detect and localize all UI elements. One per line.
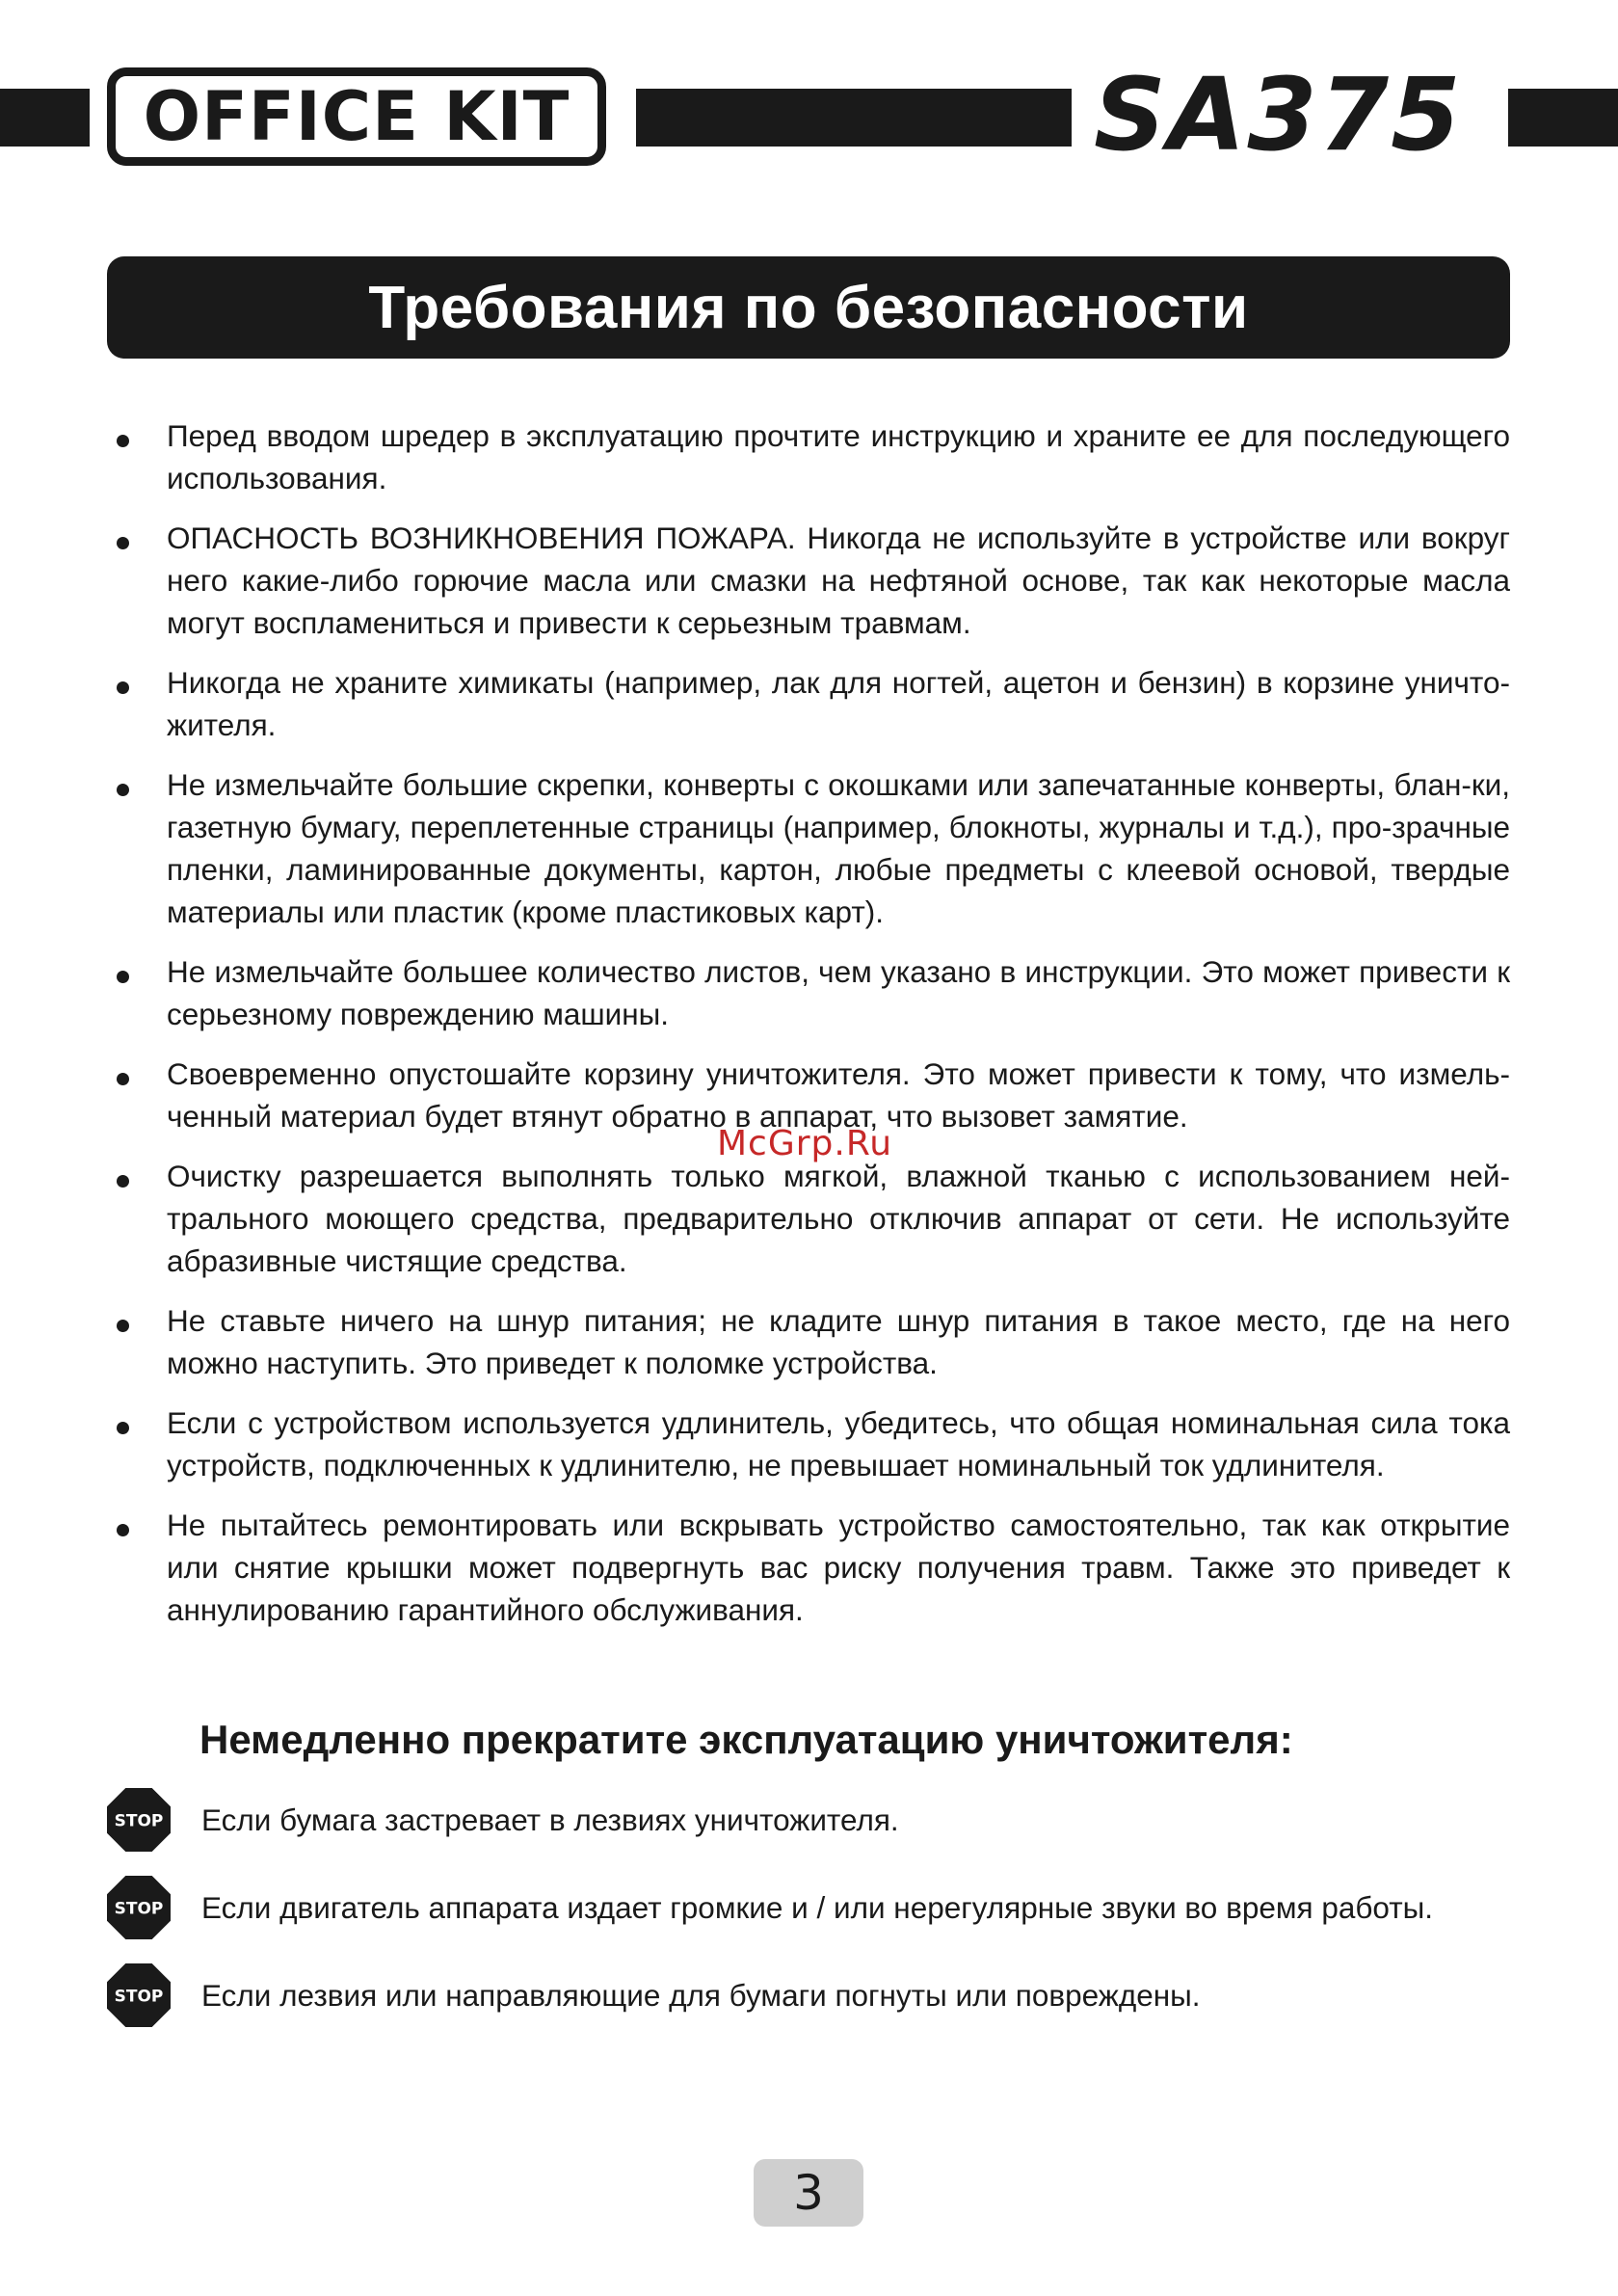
stop-sign-icon [107,1788,171,1852]
bullet-icon [117,1524,129,1536]
list-item-text: Своевременно опустошайте корзину уничтожителя. Это может привести к тому, что измель-ченный материал будет втянут обратно в аппарат, что вызовет замятие. [167,1056,1510,1134]
bullet-icon [117,1320,129,1332]
list-item [107,763,1510,933]
bullet-icon [117,1175,129,1188]
list-item [107,414,1510,499]
page-title: Требования по безопасности [368,274,1249,341]
stop-item [107,1963,1201,2027]
stop-sign-icon [107,1876,171,1939]
bullet-icon [117,971,129,983]
stop-item-text: Если двигатель аппарата издает громкие и / или нерегулярные звуки во время работы. [201,1889,1434,1925]
safety-list [107,414,1510,1648]
model-name: SA375 [1094,56,1463,174]
list-item [107,1504,1510,1631]
list-item-text: Очистку разрешается выполнять только мягкой, влажной тканью с использованием ней-трального моющего средства, предварительно отключив аппарат от сети. Не используйте абразивные чистящие средства. [167,1159,1510,1278]
bullet-icon [117,681,129,694]
list-item-text: Перед вводом шредер в эксплуатацию прочтите инструкцию и храните ее для последующего использования. [167,418,1510,495]
list-item [107,1402,1510,1486]
stop-item-text: Если лезвия или направляющие для бумаги погнуты или повреждены. [201,1977,1201,2013]
bullet-icon [117,784,129,796]
header-bar-left [0,89,90,147]
list-item-text: ОПАСНОСТЬ ВОЗНИКНОВЕНИЯ ПОЖАРА. Никогда не используйте в устройстве или вокруг него какие-либо горючие масла или смазки на нефтяной основе, так как некоторые масла могут воспламениться и привести к серьезным травмам. [167,521,1510,640]
header-bar-right [1508,89,1618,147]
stop-item-text: Если бумага застревает в лезвиях уничтожителя. [201,1802,899,1837]
list-item [107,1299,1510,1384]
svg-text:STOP: STOP [114,1811,164,1831]
page-number: 3 [754,2159,863,2227]
list-item [107,661,1510,746]
bullet-icon [117,435,129,447]
list-item-text: Не измельчайте большие скрепки, конверты с окошками или запечатанные конверты, блан-ки, газетную бумагу, переплетенные страницы (например, блокноты, журналы и т.д.), про-зрачные пленки, ламинированные документы, картон, любые предметы с клеевой основой, твердые материалы или пластик (кроме пластиковых карт). [167,767,1510,929]
svg-text:STOP: STOP [114,1987,164,2007]
list-item-text: Не измельчайте большее количество листов, чем указано в инструкции. Это может привести к серьезному повреждению машины. [167,954,1510,1031]
stop-section-heading: Немедленно прекратите эксплуатацию уничтожителя: [199,1717,1293,1762]
list-item [107,1155,1510,1282]
stop-item [107,1876,1433,1939]
svg-text:STOP: STOP [114,1899,164,1919]
stop-sign-icon [107,1963,171,2027]
bullet-icon [117,1073,129,1085]
list-item-text: Не пытайтесь ремонтировать или вскрывать устройство самостоятельно, так как открытие или снятие крышки может подвергнуть вас риску получения травм. Также это приведет к аннулированию гарантийного обслуживания. [167,1508,1510,1627]
title-banner [107,256,1510,359]
list-item [107,950,1510,1035]
brand-logo-text: OFFICE KIT [143,77,570,156]
header-bar-middle [636,89,1072,147]
brand-logo [107,67,606,166]
watermark: McGrp.Ru [717,1124,893,1163]
list-item [107,517,1510,644]
list-item-text: Не ставьте ничего на шнур питания; не кладите шнур питания в такое место, где на него можно наступить. Это приведет к поломке устройства. [167,1303,1510,1380]
list-item-text: Никогда не храните химикаты (например, лак для ногтей, ацетон и бензин) в корзине уничто-жителя. [167,665,1510,742]
bullet-icon [117,537,129,549]
bullet-icon [117,1422,129,1434]
stop-item [107,1788,899,1852]
list-item-text: Если с устройством используется удлинитель, убедитесь, что общая номинальная сила тока устройств, подключенных к удлинителю, не превышает номинальный ток удлинителя. [167,1405,1510,1482]
